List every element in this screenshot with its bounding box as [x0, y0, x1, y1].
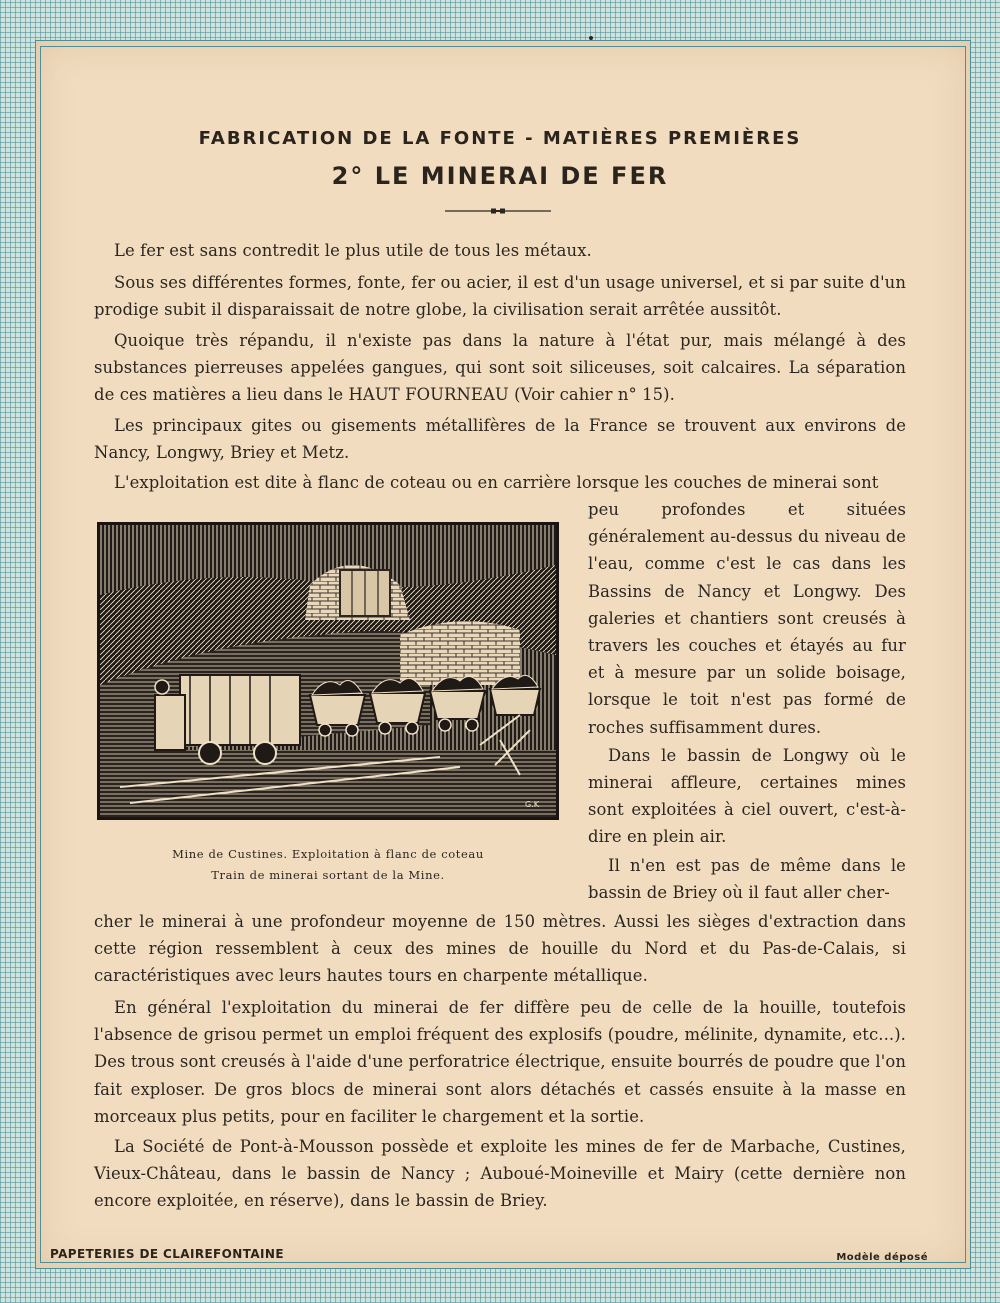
paragraph-gisements: Les principaux gites ou gisements métallifères de la France se trouvent aux environs de Nancy, Longwy, Briey et Metz. [94, 416, 906, 463]
mine-illustration [97, 522, 559, 820]
figure-caption-line2: Train de minerai sortant de la Mine. [211, 868, 445, 882]
mine-train-engraving-icon [100, 525, 556, 817]
text-column-beside-figure [588, 496, 906, 906]
paragraph-briey-continued: cher le minerai à une profondeur moyenne de 150 mètres. Aussi les sièges d'extraction dans cette région ressemblent à ceux des mines de houille du Nord et du Pas-de-Calais, si caractéristiques avec leurs hautes tours en charpente métallique. [94, 912, 906, 986]
page-title: 2° LE MINERAI DE FER [331, 162, 669, 190]
paragraph-exploitation-first-line: L'exploitation est dite à flanc de coteau ou en carrière lorsque les couches de minerai sont [114, 473, 879, 492]
engraver-signature: G.K [525, 800, 539, 809]
paragraph-pont-a-mousson: La Société de Pont-à-Mousson possède et exploite les mines de fer de Marbache, Custines, Vieux-Château, dans le bassin de Nancy ; Auboué-Moineville et Mairy (cette dernière non encore exploitée, en réserve), dans le bassin de Briey. [94, 1137, 906, 1211]
paragraph-gangues: Quoique très répandu, il n'existe pas dans la nature à l'état pur, mais mélangé à des substances pierreuses appelées gangues, qui sont soit siliceuses, soit calcaires. La séparation de ces matières a lieu dans le HAUT FOURNEAU (Voir cahier n° 15). [94, 331, 906, 405]
paragraph-intro: Le fer est sans contredit le plus utile de tous les métaux. [114, 241, 592, 260]
paragraph-explosifs: En général l'exploitation du minerai de fer diffère peu de celle de la houille, toutefois l'absence de grisou permet un emploi fréquent des explosifs (poudre, mélinite, dynamite, etc...). Des trous sont creusés à l'aide d'une perforatrice électrique, ensuite bourrés de poudre que l'on fait exploser. De gros blocs de minerai sont alors détachés et cassés ensuite à la masse en morceaux plus petits, pour en faciliter le chargement et la sortie. [94, 998, 906, 1126]
paragraph-forms: Sous ses différentes formes, fonte, fer ou acier, il est d'un usage universel, et si par suite d'un prodige subit il disparaissait de notre globe, la civilisation serait arrêtée aussitôt. [94, 273, 906, 320]
paragraph-briey-start: Il n'en est pas de même dans le bassin de Briey où il faut aller cher- [588, 855, 906, 902]
paragraph-exploitation-continued: peu profondes et situées généralement au-dessus du niveau de l'eau, comme c'est le cas dans les Bassins de Nancy et Longwy. Des galeries et chantiers sont creusés à travers les couches et étayés au fur et à mesure par un solide boisage, lorsque le toit n'est pas formé de roches suffisamment dures. [588, 500, 906, 737]
figure-caption-line1: Mine de Custines. Exploitation à flanc de coteau [172, 847, 484, 861]
punch-dot [589, 36, 593, 40]
publisher-label: PAPETERIES DE CLAIREFONTAINE [50, 1247, 284, 1261]
ornament-divider [445, 204, 551, 218]
paragraph-longwy: Dans le bassin de Longwy où le minerai affleure, certaines mines sont exploitées à ciel ouvert, c'est-à-dire en plein air. [588, 745, 906, 847]
registered-model-label: Modèle déposé [836, 1252, 928, 1263]
page-subtitle: FABRICATION DE LA FONTE - MATIÈRES PREMIÈRES [198, 128, 802, 149]
